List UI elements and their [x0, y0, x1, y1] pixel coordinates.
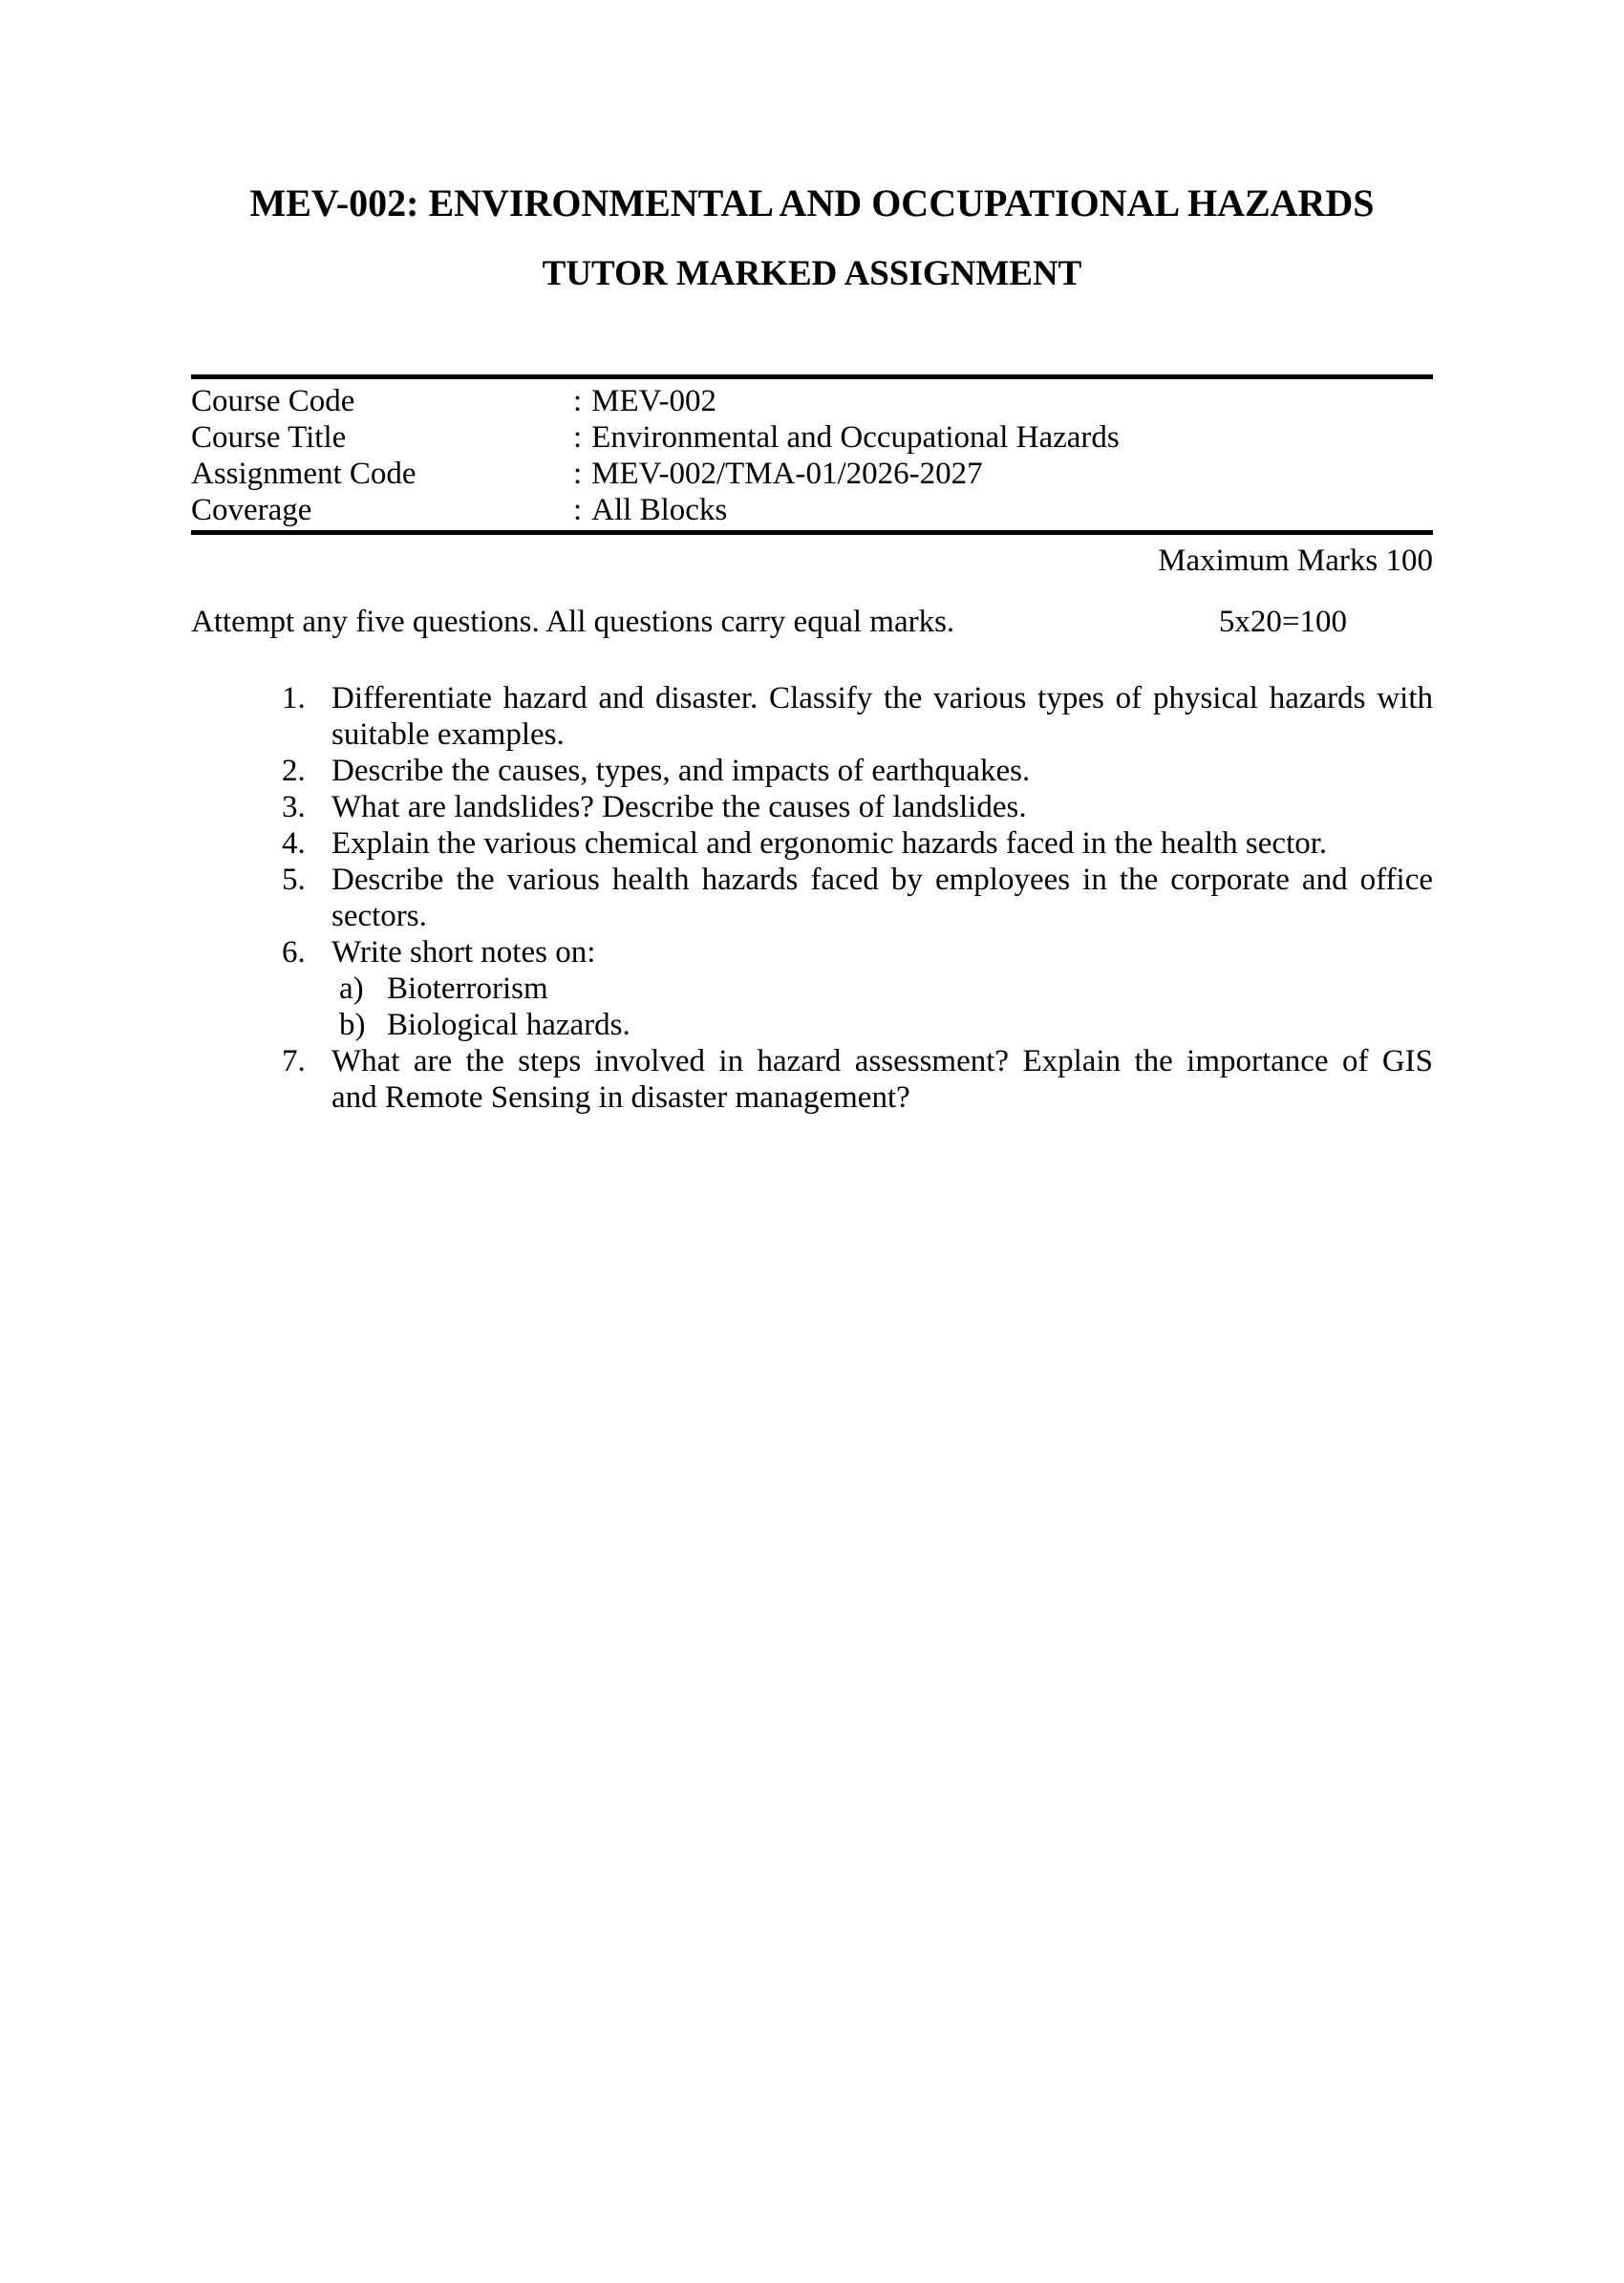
course-info-table — [191, 374, 1433, 535]
table-row-assignment-code — [191, 456, 1433, 492]
question-text — [331, 825, 1433, 862]
question-item-5 — [191, 862, 1433, 934]
question-text — [331, 680, 1433, 753]
question-item-1 — [191, 680, 1433, 753]
sub-item-b — [331, 1007, 1433, 1043]
info-label: Course Title — [191, 420, 347, 455]
question-line: and Remote Sensing in disaster management? — [331, 1080, 910, 1115]
info-value: Environmental and Occupational Hazards — [591, 420, 1120, 455]
question-line: suitable examples. — [331, 717, 565, 752]
sub-item-label: a) — [339, 971, 364, 1006]
sub-item-text: Bioterrorism — [387, 971, 548, 1006]
question-line: What are landslides? Describe the causes of landslides. — [331, 790, 1027, 824]
sub-item-a — [331, 971, 1433, 1007]
question-item-6 — [191, 934, 1433, 1043]
question-number: 4. — [282, 826, 306, 861]
question-item-4 — [191, 825, 1433, 862]
question-text — [331, 789, 1433, 825]
question-line: Write short notes on: — [331, 935, 596, 970]
sub-item-text: Biological hazards. — [387, 1008, 630, 1042]
question-line: Differentiate hazard and disaster. Classify the various types of physical hazards with — [331, 681, 1433, 715]
document-page — [191, 181, 1433, 1116]
question-number: 1. — [282, 681, 306, 715]
question-line: Describe the various health hazards faced by employees in the corporate and office — [331, 863, 1433, 897]
question-line: sectors. — [331, 899, 427, 933]
question-text — [331, 753, 1433, 789]
info-label: Course Code — [191, 384, 355, 418]
max-marks-label: Maximum Marks 100 — [1158, 544, 1433, 578]
instructions-row — [191, 604, 1433, 640]
instructions-text: Attempt any five questions. All questions carry equal marks. — [191, 605, 955, 639]
question-text — [331, 1043, 1433, 1116]
info-label: Coverage — [191, 493, 312, 527]
question-number: 3. — [282, 790, 306, 824]
info-value: MEV-002 — [591, 384, 716, 418]
question-line: Describe the causes, types, and impacts of earthquakes. — [331, 754, 1031, 788]
page-subtitle: TUTOR MARKED ASSIGNMENT — [542, 254, 1082, 293]
question-item-2 — [191, 753, 1433, 789]
table-row-course-code — [191, 383, 1433, 419]
question-line: Explain the various chemical and ergonomic hazards faced in the health sector. — [331, 826, 1328, 861]
question-list — [191, 680, 1433, 1116]
question-number: 5. — [282, 863, 306, 897]
info-value: All Blocks — [591, 493, 728, 527]
question-line: What are the steps involved in hazard assessment? Explain the importance of GIS — [331, 1044, 1433, 1078]
question-number: 6. — [282, 935, 306, 970]
sub-item-label: b) — [339, 1008, 366, 1042]
question-item-3 — [191, 789, 1433, 825]
colon-separator: : — [573, 457, 583, 491]
table-row-course-title — [191, 419, 1433, 456]
colon-separator: : — [573, 493, 583, 527]
page-title: MEV-002: ENVIRONMENTAL AND OCCUPATIONAL HAZARDS — [249, 181, 1375, 224]
question-item-7 — [191, 1043, 1433, 1116]
colon-separator: : — [573, 420, 583, 455]
question-text — [331, 934, 1433, 1043]
marks-scheme: 5x20=100 — [1218, 605, 1347, 639]
info-value: MEV-002/TMA-01/2026-2027 — [591, 457, 983, 491]
colon-separator: : — [573, 384, 583, 418]
question-number: 2. — [282, 754, 306, 788]
info-label: Assignment Code — [191, 457, 417, 491]
question-text — [331, 862, 1433, 934]
table-row-coverage — [191, 492, 1433, 528]
question-number: 7. — [282, 1044, 306, 1078]
